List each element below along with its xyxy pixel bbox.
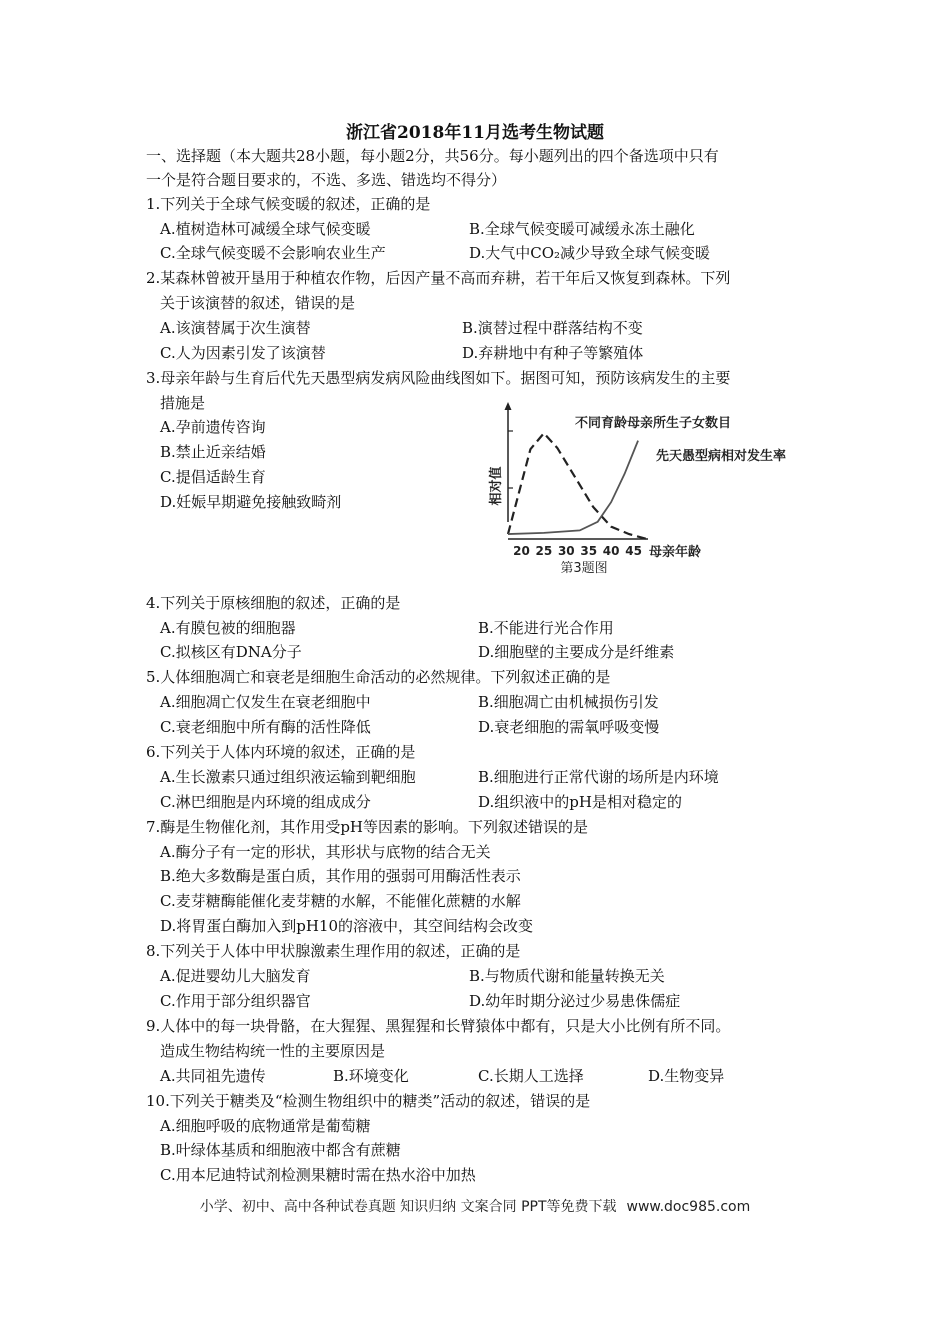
q10-option-c: C.用本尼迪特试剂检测果糖时需在热水浴中加热: [160, 1166, 476, 1184]
q3-option-d: D.妊娠早期避免接触致畸剂: [160, 493, 342, 511]
q7-stem: 7.酶是生物催化剂，其作用受pH等因素的影响。下列叙述错误的是: [146, 818, 588, 836]
footer: [0, 1196, 950, 1216]
footer-text: 小学、初中、高中各种试卷真题 知识归纳 文案合同 PPT等免费下载: [199, 1199, 617, 1215]
q9-option-d: D.生物变异: [648, 1067, 725, 1085]
q1-option-c: C.全球气候变暖不会影响农业生产: [160, 244, 386, 262]
q2-option-b: B.演替过程中群落结构不变: [462, 319, 643, 337]
q8-stem: 8.下列关于人体中甲状腺激素生理作用的叙述，正确的是: [146, 942, 521, 960]
q1-stem: 1.下列关于全球气候变暖的叙述，正确的是: [146, 195, 431, 213]
q6-option-b: B.细胞进行正常代谢的场所是内环境: [478, 768, 719, 786]
chart-x-tick-label: 35: [580, 544, 598, 558]
q4-option-c: C.拟核区有DNA分子: [160, 643, 302, 661]
q10-option-a: A.细胞呼吸的底物通常是葡萄糖: [160, 1117, 371, 1135]
q7-option-a: A.酶分子有一定的形状，其形状与底物的结合无关: [160, 843, 491, 861]
section-intro-line1: 一、选择题（本大题共28小题，每小题2分，共56分。每小题列出的四个备选项中只有: [146, 147, 719, 165]
chart-x-tick-label: 45: [625, 544, 642, 558]
q8-option-d: D.幼年时期分泌过少易患侏儒症: [469, 992, 681, 1010]
q5-option-d: D.衰老细胞的需氧呼吸变慢: [478, 718, 660, 736]
legend-label-dashed: 不同育龄母亲所生子女数目: [575, 416, 732, 431]
q5-stem: 5.人体细胞凋亡和衰老是细胞生命活动的必然规律。下列叙述正确的是: [146, 668, 611, 686]
q1-option-d: D.大气中CO₂减少导致全球气候变暖: [469, 244, 711, 262]
q7-option-b: B.绝大多数酶是蛋白质，其作用的强弱可用酶活性表示: [160, 867, 521, 885]
q9-stem-line1: 9.人体中的每一块骨骼，在大猩猩、黑猩猩和长臂猿体中都有，只是大小比例有所不同。: [146, 1017, 731, 1035]
q3-stem-line2: 措施是: [160, 394, 206, 412]
chart-x-tick-label: 20: [513, 544, 530, 558]
q1-option-b: B.全球气候变暖可减缓永冻土融化: [469, 220, 695, 238]
q2-stem-line1: 2.某森林曾被开垦用于种植农作物，后因产量不高而弃耕，若干年后又恢复到森林。下列: [146, 269, 731, 287]
q8-option-c: C.作用于部分组织器官: [160, 992, 311, 1010]
q4-option-a: A.有膜包被的细胞器: [160, 619, 296, 637]
q3-stem-line1: 3.母亲年龄与生育后代先天愚型病发病风险曲线图如下。据图可知，预防该病发生的主要: [146, 369, 731, 387]
q7-option-d: D.将胃蛋白酶加入到pH10的溶液中，其空间结构会改变: [160, 917, 534, 935]
q9-option-b: B.环境变化: [333, 1067, 409, 1085]
page-title: 浙江省2018年11月选考生物试题: [346, 123, 604, 143]
q9-option-a: A.共同祖先遗传: [160, 1067, 266, 1085]
q8-option-b: B.与物质代谢和能量转换无关: [469, 967, 665, 985]
q4-option-b: B.不能进行光合作用: [478, 619, 614, 637]
q6-option-a: A.生长激素只通过组织液运输到靶细胞: [160, 768, 416, 786]
q6-option-c: C.淋巴细胞是内环境的组成成分: [160, 793, 371, 811]
legend-label-solid: 先天愚型病相对发生率: [656, 449, 787, 464]
q4-stem: 4.下列关于原核细胞的叙述，正确的是: [146, 594, 401, 612]
q3-option-a: A.孕前遗传咨询: [160, 418, 266, 436]
q3-option-b: B.禁止近亲结婚: [160, 443, 266, 461]
footer-url[interactable]: www.doc985.com: [626, 1199, 751, 1215]
chart-y-axis-label: 相对值: [489, 466, 504, 506]
q2-option-d: D.弃耕地中有种子等繁殖体: [462, 344, 644, 362]
q3-chart: [478, 398, 823, 580]
chart-x-axis-label: 母亲年龄: [649, 545, 702, 560]
chart-title: 第3题图: [560, 561, 608, 576]
q2-option-a: A.该演替属于次生演替: [160, 319, 311, 337]
q2-stem-line2: 关于该演替的叙述，错误的是: [160, 294, 356, 312]
q9-option-c: C.长期人工选择: [478, 1067, 584, 1085]
chart-y-arrow: [505, 402, 512, 410]
q6-option-d: D.组织液中的pH是相对稳定的: [478, 793, 682, 811]
chart-x-tick-label: 40: [602, 544, 620, 558]
q10-option-b: B.叶绿体基质和细胞液中都含有蔗糖: [160, 1141, 401, 1159]
q5-option-c: C.衰老细胞中所有酶的活性降低: [160, 718, 371, 736]
chart-series-line-0: [508, 433, 647, 539]
q6-stem: 6.下列关于人体内环境的叙述，正确的是: [146, 743, 416, 761]
q2-option-c: C.人为因素引发了该演替: [160, 344, 326, 362]
q9-stem-line2: 造成生物结构统一性的主要原因是: [160, 1042, 386, 1060]
chart-x-tick-label: 25: [535, 544, 553, 558]
q5-option-b: B.细胞凋亡由机械损伤引发: [478, 693, 659, 711]
section-intro-line2: 一个是符合题目要求的，不选、多选、错选均不得分）: [146, 171, 507, 189]
q1-option-a: A.植树造林可减缓全球气候变暖: [160, 220, 371, 238]
q5-option-a: A.细胞凋亡仅发生在衰老细胞中: [160, 693, 371, 711]
chart-x-tick-label: 30: [557, 544, 575, 558]
q3-option-c: C.提倡适龄生育: [160, 468, 266, 486]
q8-option-a: A.促进婴幼儿大脑发育: [160, 967, 311, 985]
chart-series-line-1: [508, 441, 638, 534]
q7-option-c: C.麦芽糖酶能催化麦芽糖的水解，不能催化蔗糖的水解: [160, 892, 521, 910]
q4-option-d: D.细胞壁的主要成分是纤维素: [478, 643, 675, 661]
q10-stem: 10.下列关于糖类及“检测生物组织中的糖类”活动的叙述，错误的是: [146, 1092, 591, 1110]
